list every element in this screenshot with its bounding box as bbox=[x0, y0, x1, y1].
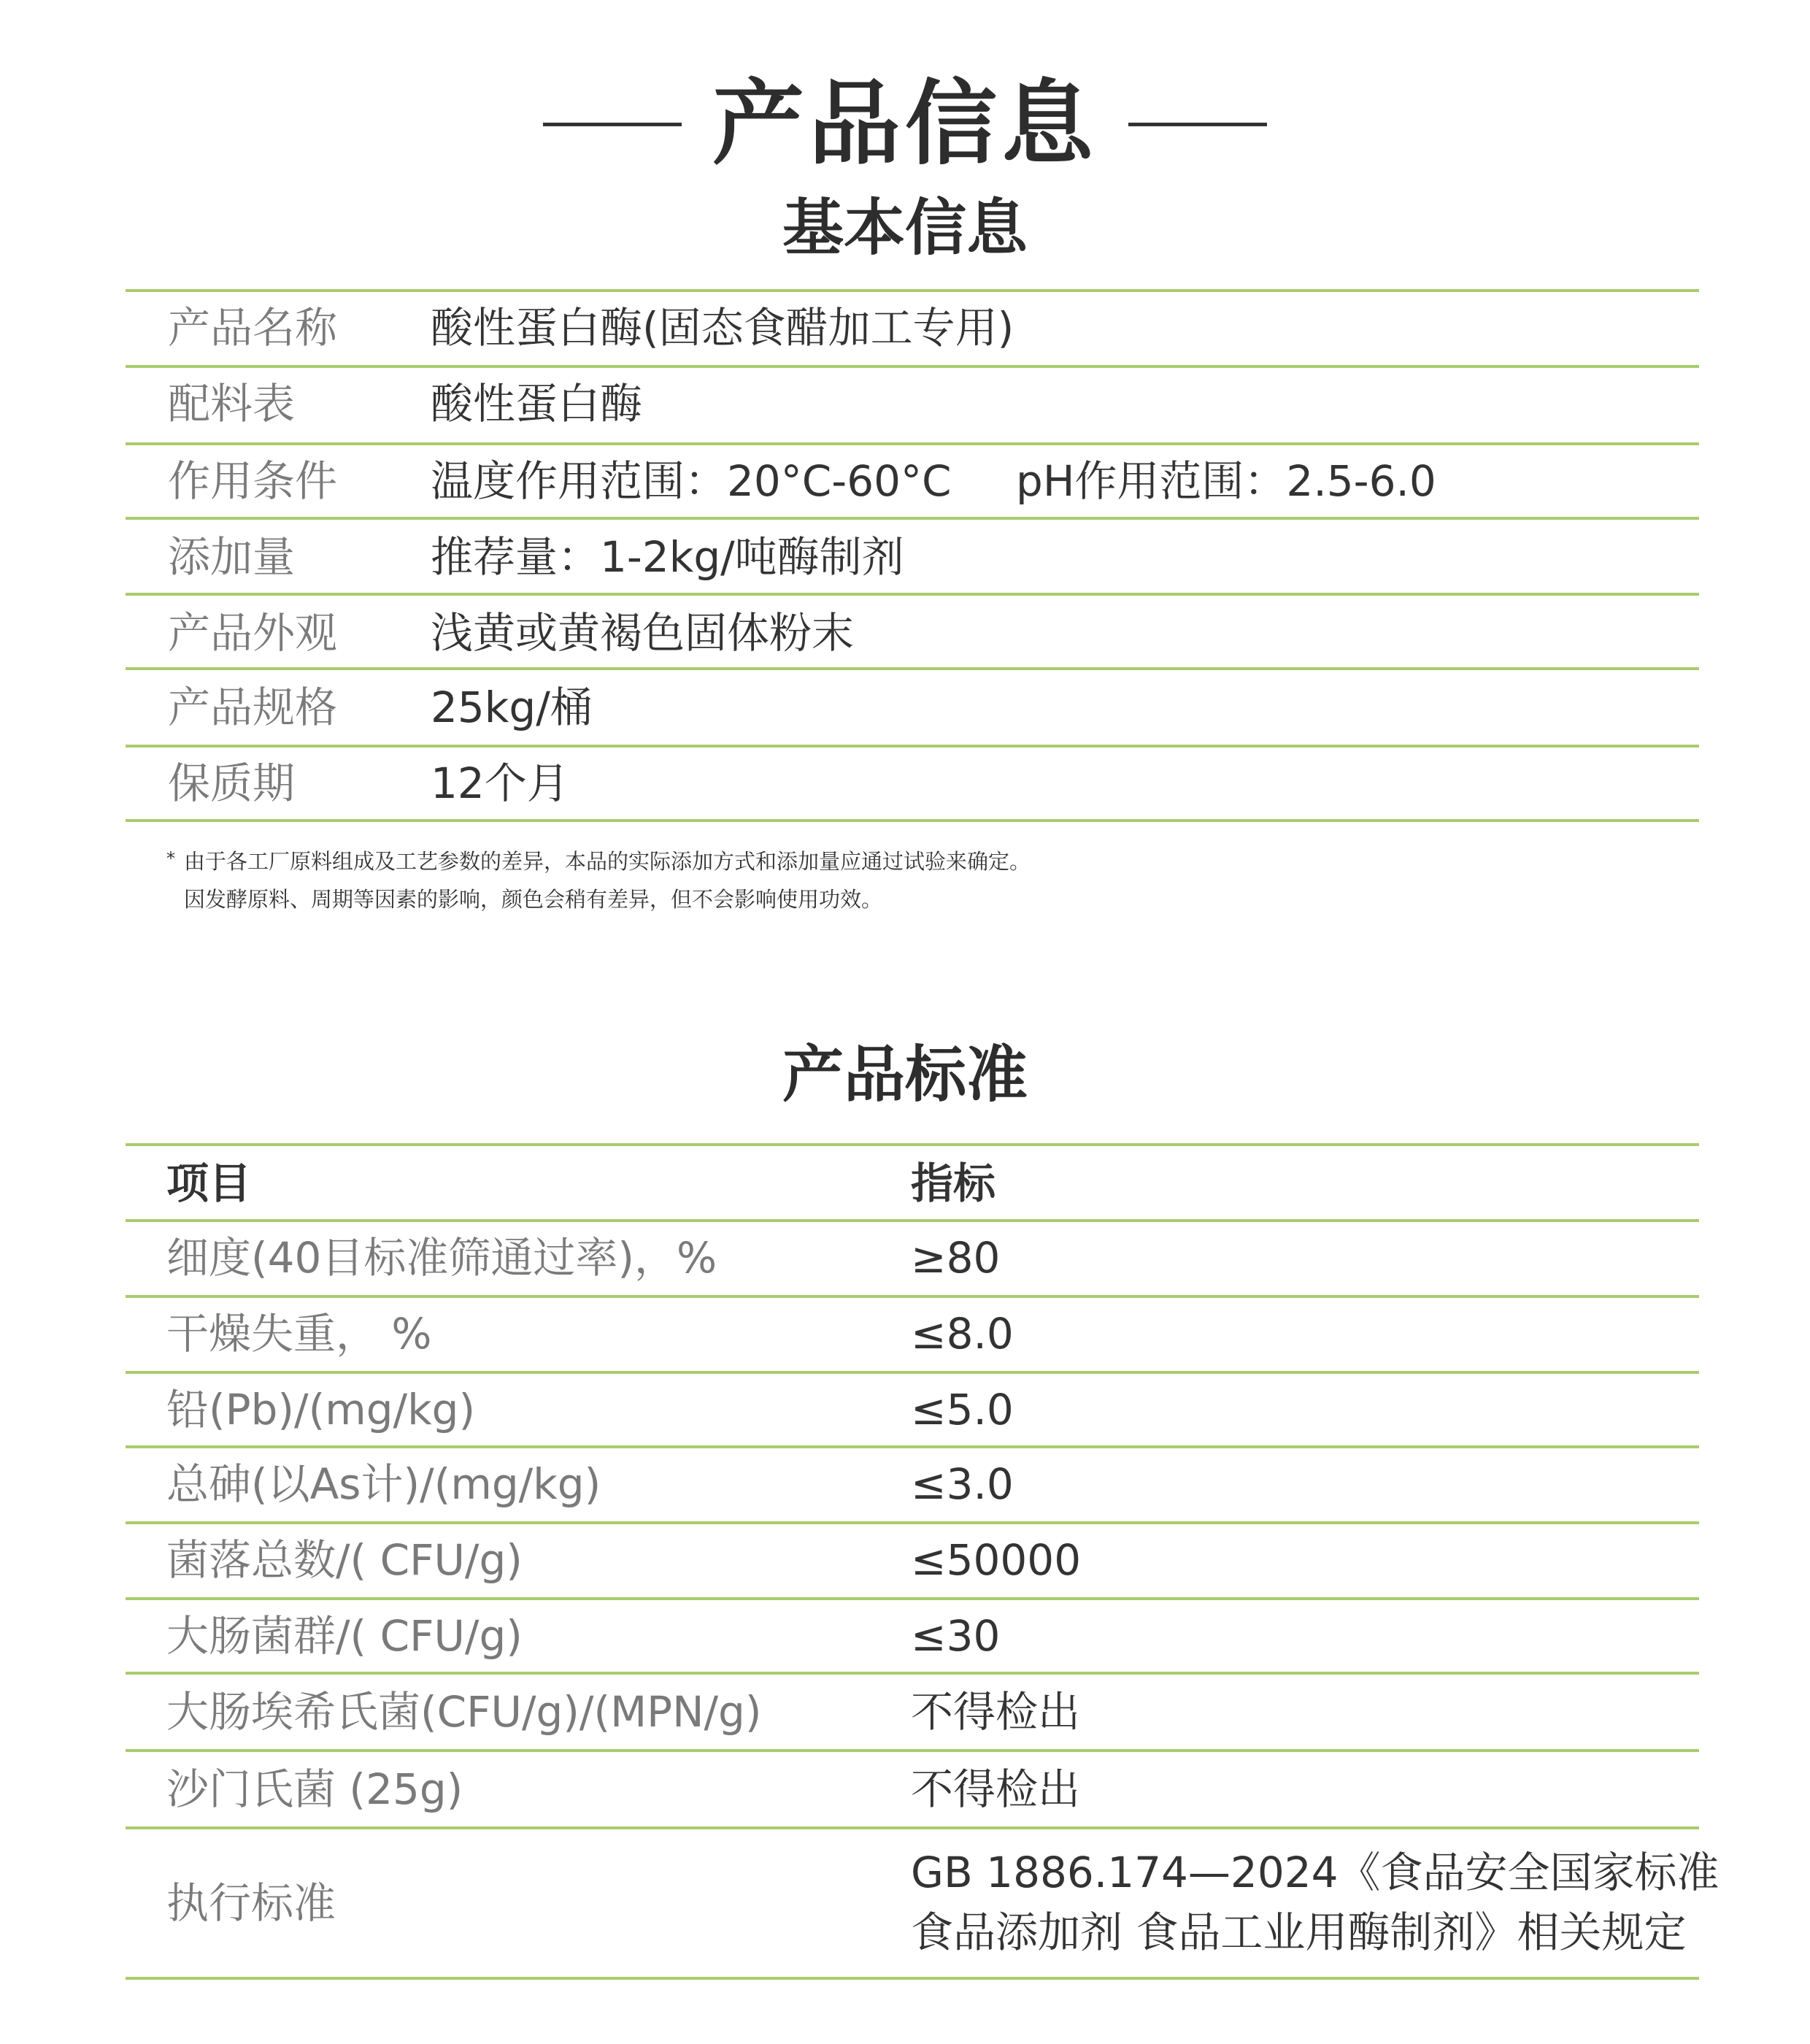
table-divider bbox=[126, 1597, 1699, 1600]
basic-info-title: 基本信息 bbox=[782, 192, 1028, 264]
footnote-line: 因发酵原料、周期等因素的影响，颜色会稍有差异，但不会影响使用功效。 bbox=[184, 887, 883, 912]
table-divider bbox=[126, 1521, 1699, 1524]
standard-row-index-line: 食品添加剂 食品工业用酶制剂》相关规定 bbox=[911, 1907, 1687, 1957]
basic-row-label: 添加量 bbox=[168, 532, 296, 582]
page-header bbox=[0, 69, 1810, 179]
standard-row-item: 干燥失重， % bbox=[166, 1309, 432, 1359]
table-divider bbox=[126, 1826, 1699, 1829]
table-divider bbox=[126, 593, 1699, 596]
table-divider bbox=[126, 745, 1699, 748]
basic-row-label: 作用条件 bbox=[168, 456, 338, 506]
basic-row-label: 产品外观 bbox=[168, 608, 338, 658]
standard-row-index-line: GB 1886.174—2024《食品安全国家标准 bbox=[911, 1848, 1720, 1897]
page-title: 产品信息 bbox=[712, 70, 1098, 177]
table-divider bbox=[126, 1371, 1699, 1374]
table-divider bbox=[126, 1445, 1699, 1448]
standard-row-item: 沙门氏菌 (25g) bbox=[166, 1764, 463, 1814]
standard-row-item: 菌落总数/( CFU/g) bbox=[166, 1535, 523, 1585]
standard-row-item: 大肠菌群/( CFU/g) bbox=[166, 1611, 523, 1661]
basic-row-value-ph: pH作用范围：2.5-6.0 bbox=[1016, 456, 1436, 506]
standard-row-item: 细度(40目标准筛通过率)，% bbox=[166, 1233, 717, 1283]
basic-row-label: 配料表 bbox=[168, 379, 296, 429]
standard-row-item: 大肠埃希氏菌(CFU/g)/(MPN/g) bbox=[166, 1687, 762, 1737]
table-divider bbox=[126, 1977, 1699, 1980]
table-divider bbox=[126, 365, 1699, 368]
footnote-line: 由于各工厂原料组成及工艺参数的差异，本品的实际添加方式和添加量应通过试验来确定。 bbox=[184, 849, 1031, 874]
basic-row-value: 温度作用范围：20°C-60°C bbox=[431, 456, 952, 506]
title-right-rule bbox=[1128, 123, 1267, 126]
note-asterisk: * bbox=[166, 848, 175, 869]
basic-row-label: 产品规格 bbox=[168, 683, 338, 732]
standard-row-item: 执行标准 bbox=[166, 1878, 336, 1928]
table-divider bbox=[126, 1672, 1699, 1675]
table-divider bbox=[126, 442, 1699, 445]
column-header-index: 指标 bbox=[911, 1159, 996, 1208]
standard-row-index: 不得检出 bbox=[911, 1764, 1081, 1814]
basic-row-label: 保质期 bbox=[168, 758, 296, 808]
standard-row-index: ≤50000 bbox=[911, 1535, 1082, 1585]
basic-row-value: 酸性蛋白酶 bbox=[431, 379, 643, 429]
column-header-item: 项目 bbox=[166, 1159, 252, 1208]
table-divider bbox=[126, 819, 1699, 822]
basic-row-value: 推荐量：1-2kg/吨酶制剂 bbox=[431, 532, 904, 582]
table-divider bbox=[126, 517, 1699, 520]
table-divider bbox=[126, 1143, 1699, 1146]
table-divider bbox=[126, 667, 1699, 670]
standard-row-index: 不得检出 bbox=[911, 1687, 1081, 1737]
basic-row-value: 浅黄或黄褐色固体粉末 bbox=[431, 608, 855, 658]
standard-row-item: 总砷(以As计)/(mg/kg) bbox=[166, 1459, 601, 1509]
standard-row-index: ≤5.0 bbox=[911, 1385, 1014, 1434]
table-divider bbox=[126, 289, 1699, 292]
table-divider bbox=[126, 1295, 1699, 1298]
standard-row-index: ≤3.0 bbox=[911, 1459, 1014, 1509]
basic-row-value: 25kg/桶 bbox=[431, 683, 593, 732]
standard-row-index: ≥80 bbox=[911, 1233, 1001, 1283]
title-left-rule bbox=[543, 123, 682, 126]
table-divider bbox=[126, 1219, 1699, 1222]
table-divider bbox=[126, 1749, 1699, 1752]
standard-title: 产品标准 bbox=[782, 1039, 1028, 1110]
standard-row-index: ≤30 bbox=[911, 1611, 1001, 1661]
standard-row-item: 铅(Pb)/(mg/kg) bbox=[166, 1385, 476, 1434]
standard-row-index: ≤8.0 bbox=[911, 1309, 1014, 1359]
basic-row-value: 12个月 bbox=[431, 758, 569, 808]
basic-row-value: 酸性蛋白酶(固态食醋加工专用) bbox=[431, 303, 1014, 353]
basic-row-label: 产品名称 bbox=[168, 303, 338, 353]
